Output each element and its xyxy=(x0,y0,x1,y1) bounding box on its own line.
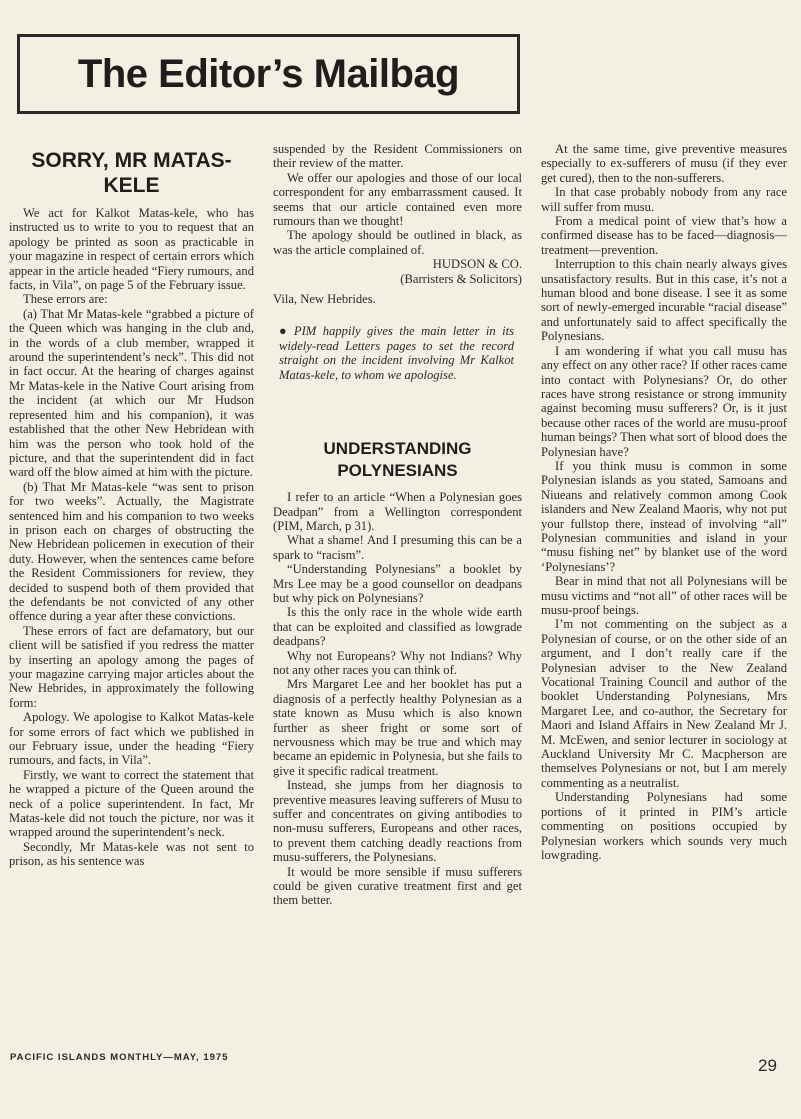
signature-place: Vila, New Hebrides. xyxy=(273,292,376,307)
paragraph: Mrs Margaret Lee and her booklet has put a diagnosis of a perfectly healthy Polynesian as a state known as Musu which is also known further as sheer fright or some sort of nervousness which may be true and which may became an epidemic in Polynesia, but she fails to give it specific radical treatment. xyxy=(273,677,522,778)
paragraph: If you think musu is common in some Polynesian islands as you stated, Samoans and Niueans and relatively common among Cook islanders and New Zealand Maoris, why not put your fullstop there, instead of involving “all” Polynesian communities and island in your “musu fishing net” by blanket use of the word ‘Polynesians’? xyxy=(541,458,787,574)
page-title: The Editor’s Mailbag xyxy=(77,51,460,96)
paragraph: We act for Kalkot Matas-kele, who has instructed us to write to you to request that an apology be printed as soon as practicable in your magazine in respect of certain errors which appear in the article headed “Fiery rumours, and facts, in Vila”, on page 5 of the February issue. xyxy=(9,206,254,293)
paragraph: I’m not commenting on the subject as a Polynesian of course, or on the other side of an argument, and I don’t really care if the Polynesian adviser to the New Zealand Vocational Training Council and author of the booklet Understanding Polynesians, Mrs Margaret Lee, and co-author, the Secretary for Maori and Island Affairs in New Zealand Mr J. M. McEwen, and senior lecturer in sociology at Auckland University Mr C. Macpherson are themselves Polynesians or not, but I am merely commenting as a neutralist. xyxy=(541,617,787,790)
paragraph: In that case probably nobody from any race will suffer from musu. xyxy=(541,185,787,214)
letter1-headline: SORRY, MR MATAS-KELE xyxy=(31,149,232,197)
paragraph: These errors of fact are defamatory, but our client will be satisfied if you redress the matter by inserting an apology among the pages of your magazine carrying major articles about the New Hebrides, in approximately the following form: xyxy=(9,623,254,710)
paragraph: “Understanding Polynesians” a booklet by Mrs Lee may be a good counsellor on deadpans but why pick on Polynesians? xyxy=(273,562,522,605)
paragraph: Why not Europeans? Why not Indians? Why not any other races you can think of. xyxy=(273,648,522,677)
paragraph: suspended by the Resident Commissioners on their review of the matter. xyxy=(273,142,522,171)
letter2-headline: UNDERSTANDING POLYNESIANS xyxy=(323,439,472,481)
paragraph: Apology. We apologise to Kalkot Matas-kele for some errors of fact which we published in our February issue, under the heading “Fiery rumours, and facts, in Vila”. xyxy=(9,710,254,768)
signature-role: (Barristers & Solicitors) xyxy=(400,271,522,286)
paragraph: At the same time, give preventive measures especially to ex-sufferers of musu (if they ever get cured), then to the non-sufferers. xyxy=(541,142,787,185)
paragraph: Interruption to this chain nearly always gives unsatisfactory results. But in this case, it’s not a human blood and bone disease. I see it as some sort of newly-emerged incurable “racial disease” and unfortunately said to affect specifically the Polynesians. xyxy=(541,257,787,344)
paragraph: We offer our apologies and those of our local correspondent for any embarrassment caused. It seems that our article contained even more rumours than we thought! xyxy=(273,170,522,229)
paragraph: Is this the only race in the whole wide earth that can be exploited and classified as lowgrade deadpans? xyxy=(273,605,522,649)
editor-note-text: PIM happily gives the main letter in its widely-read Letters pages to set the record straight on the incident involving Mr Kalkot Matas-kele, to whom we apologise. xyxy=(279,324,514,382)
editor-note xyxy=(279,324,514,382)
page-number: 29 xyxy=(758,1056,777,1075)
paragraph: I refer to an article “When a Polynesian goes Deadpan” from a Wellington correspondent (PIM, March, p 31). xyxy=(273,490,522,533)
paragraph: (b) That Mr Matas-kele “was sent to prison for two weeks”. Actually, the Magistrate sentenced him and his companion to two weeks in prison each on charges of obstructing the New Hebridean policemen in execution of their duty. However, when the sentences came before the Resident Commissioners for review, they decided to suspend both of them provided that the defendants be not convicted of any other offence during a year after these convictions. xyxy=(9,479,254,624)
paragraph: Bear in mind that not all Polynesians will be musu victims and “not all” of other races will be musu-proof beings. xyxy=(541,574,787,617)
paragraph: Understanding Polynesians had some portions of it printed in PIM’s article commenting on positions occupied by Polynesian workers which sounds very much lowgrading. xyxy=(541,790,787,862)
paragraph: It would be more sensible if musu sufferers could be given curative treatment first and get them better. xyxy=(273,864,522,908)
paragraph: (a) That Mr Matas-kele “grabbed a picture of the Queen which was hanging in the club and, in the words of a club member, wrapped it around the superintendent’s neck”. This did not in fact occur. At the hearing of charges against Mr Matas-kele in the Native Court arising from the incident (at which our Mr Hudson represented him and his companion), it was established that the other New Hebridean with him was the person who took hold of the picture, and that the superintendent did in fact ward off the blow aimed at him with the picture. xyxy=(9,306,254,480)
paragraph: Firstly, we want to correct the statement that he wrapped a picture of the Queen around the neck of a police superintendent. In fact, Mr Matas-kele did not touch the picture, nor was it wrapped around the superintendent’s neck. xyxy=(9,767,254,840)
paragraph: From a medical point of view that’s how a confirmed disease has to be faced—diagnosis—treatment—prevention. xyxy=(541,214,787,257)
masthead xyxy=(17,34,520,114)
paragraph: Secondly, Mr Matas-kele was not sent to prison, as his sentence was xyxy=(9,839,254,869)
paragraph: What a shame! And I presuming this can be a spark to “racism”. xyxy=(273,533,522,562)
column-3 xyxy=(541,142,787,862)
publication-footer: PACIFIC ISLANDS MONTHLY—MAY, 1975 xyxy=(10,1052,229,1063)
bullet-icon: ● xyxy=(279,324,290,339)
paragraph: I am wondering if what you call musu has any effect on any other race? If other races came into contact with Polynesians? Or, do other races have strong resistance or strong immunity against becoming musu sufferers? Or, is it just because other races of the world are musu-proof human beings? Then what sort of blood does the Polynesian have? xyxy=(541,343,787,459)
column-1 xyxy=(9,142,254,869)
paragraph: The apology should be outlined in black, as was the article complained of. xyxy=(273,228,522,257)
signature-firm: HUDSON & CO. xyxy=(432,257,522,272)
paragraph: These errors are: xyxy=(23,292,108,307)
column-2 xyxy=(273,142,522,908)
paragraph: Instead, she jumps from her diagnosis to preventive measures leaving sufferers of Musu to suffer and concentrates on giving antibodies to non-musu sufferers, Europeans and other races, to prevent them catching deadly reactions from musu-sufferers, the Polynesians. xyxy=(273,778,522,865)
